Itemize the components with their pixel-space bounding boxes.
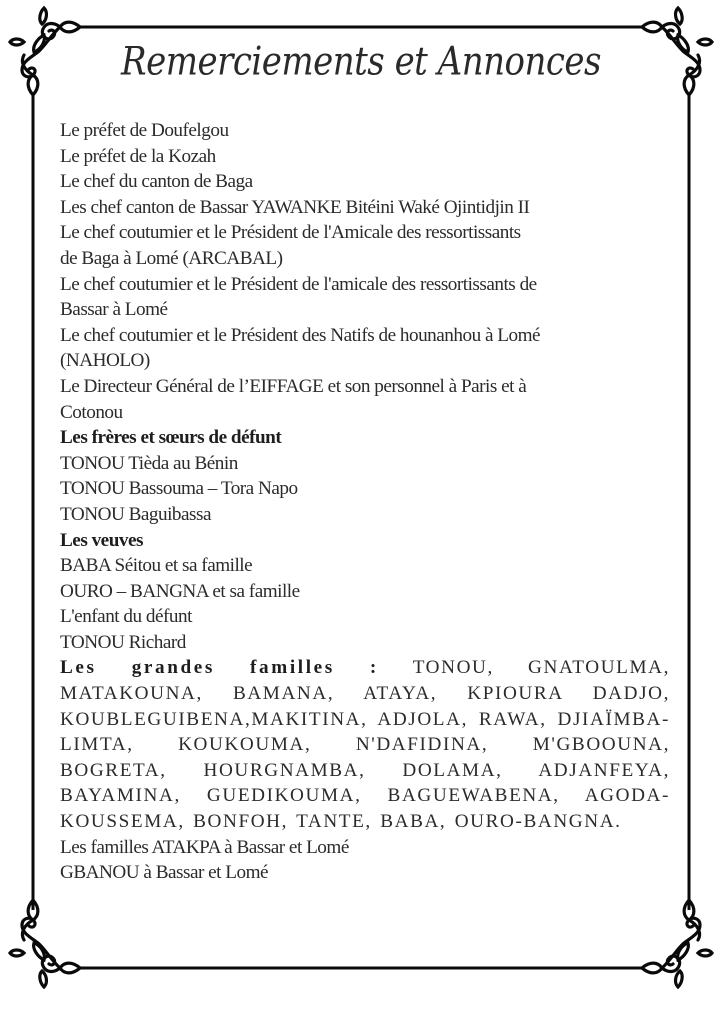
list-item: Le chef coutumier et le Président des Natifs de hounanhou à Lomé — [60, 324, 541, 346]
closing-line: GBANOU à Bassar et Lomé — [60, 862, 269, 884]
section-heading: Les veuves — [60, 529, 143, 551]
list-item: (NAHOLO) — [60, 350, 150, 372]
list-item: Le chef du canton de Baga — [60, 171, 253, 193]
list-item: BABA Séitou et sa famille — [60, 555, 253, 577]
list-item: Le préfet de Doufelgou — [60, 120, 229, 141]
families-names: TONOU, GNATOULMA, MATAKOUNA, BAMANA, ATAYA, KPIOURA DADJO, KOUBLEGUIBENA,MAKITINA, ADJOLA, RAWA, DJIAÏMBA-LIMTA, KOUKOUMA, N'DAFIDINA, M'GBOOUNA, BOGRETA, HOURGNAMBA, DOLAMA, ADJANFEYA, BAYAMINA, GUEDIKOUMA, BAGUEWABENA, AGODA-KOUSSEMA, BONFOH, TANTE, BABA, OURO-BANGNA. — [60, 657, 670, 833]
corner-ornament-bottom-right — [642, 900, 712, 987]
list-item: Bassar à Lomé — [60, 299, 168, 321]
page-title: Remerciements et Annonces — [121, 39, 601, 85]
families-label: Les grandes familles : — [60, 657, 379, 679]
corner-ornament-bottom-left — [10, 900, 80, 987]
list-item: TONOU Tièda au Bénin — [60, 452, 238, 474]
list-item: L'enfant du défunt — [60, 606, 192, 628]
list-item: Les chef canton de Bassar YAWANKE Bitéini Waké Ojintidjin II — [60, 196, 530, 218]
families-paragraph — [60, 655, 670, 834]
acknowledgement-list — [60, 118, 670, 655]
section-heading: Les frères et sœurs de défunt — [60, 427, 282, 449]
list-item: Le chef coutumier et le Président de l'Amicale des ressortissants — [60, 222, 521, 244]
list-item: OURO – BANGNA et sa famille — [60, 580, 300, 602]
list-item: Le préfet de la Kozah — [60, 145, 216, 167]
list-item: Cotonou — [60, 401, 123, 423]
list-item: TONOU Baguibassa — [60, 503, 211, 525]
list-item: Le chef coutumier et le Président de l'amicale des ressortissants de — [60, 273, 537, 295]
list-item: TONOU Bassouma – Tora Napo — [60, 478, 298, 500]
list-item: de Baga à Lomé (ARCABAL) — [60, 247, 283, 269]
list-item: TONOU Richard — [60, 631, 186, 653]
list-item: Le Directeur Général de l’EIFFAGE et son personnel à Paris et à — [60, 375, 527, 397]
announcement-body — [60, 118, 670, 886]
closing-line: Les familles ATAKPA à Bassar et Lomé — [60, 836, 349, 858]
